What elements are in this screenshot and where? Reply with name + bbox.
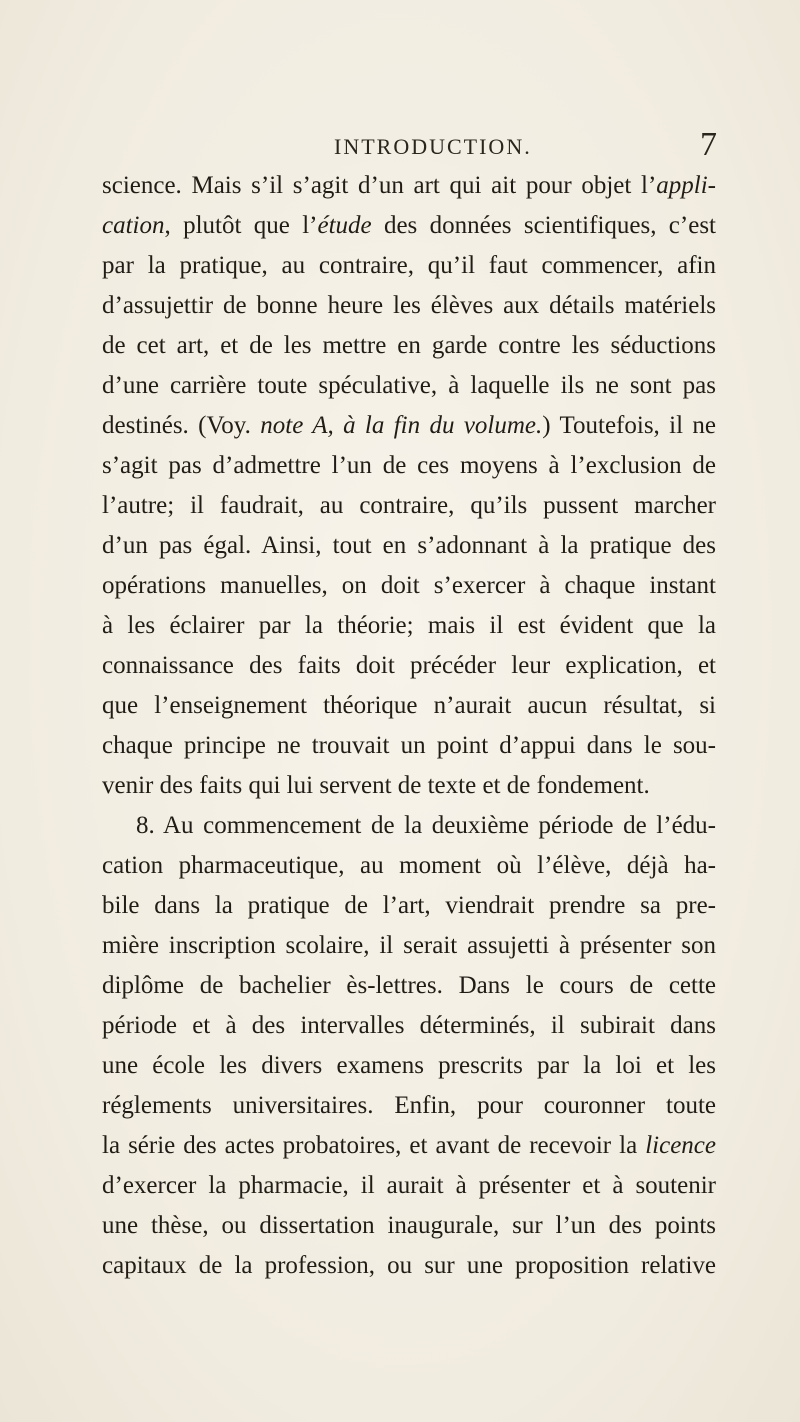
text-segment: d’une carrière toute spéculative, à laquelle ils ne sont pas [102, 372, 716, 399]
italic-text: licence [645, 1132, 716, 1159]
text-segment: capitaux de la profession, ou sur une proposition relative [102, 1252, 716, 1279]
text-segment: bile dans la pratique de l’art, viendrait prendre sa pre- [102, 892, 716, 919]
text-line [102, 366, 716, 406]
text-line [102, 966, 716, 1006]
italic-text: étude [317, 212, 372, 239]
text-line [102, 846, 716, 886]
text-segment: une école les divers examens prescrits par la loi et les [102, 1052, 716, 1079]
text-line [102, 446, 716, 486]
text-segment: s’agit pas d’admettre l’un de ces moyens à l’exclusion de [102, 452, 716, 479]
italic-text: cation [102, 212, 165, 239]
text-line [102, 726, 716, 766]
text-line [102, 286, 716, 326]
text-line [102, 1006, 716, 1046]
text-segment: ) Toutefois, il ne [542, 412, 716, 439]
text-segment: d’assujettir de bonne heure les élèves aux détails matériels [102, 292, 716, 319]
italic-text: note A, à la fin du volume. [260, 412, 543, 439]
italic-text: appli- [656, 172, 716, 199]
text-segment: science. Mais s’il s’agit d’un art qui ait pour objet l’ [102, 172, 657, 199]
text-segment: réglements universitaires. Enfin, pour couronner toute [102, 1092, 716, 1119]
text-segment: connaissance des faits doit précéder leur explication, et [102, 652, 716, 679]
text-segment: destinés. (Voy. [102, 412, 261, 439]
text-line [102, 886, 716, 926]
text-segment: à les éclairer par la théorie; mais il est évident que la [102, 612, 716, 639]
text-line [102, 1246, 716, 1286]
text-line [102, 246, 716, 286]
text-segment: , plutôt que l’ [164, 212, 318, 239]
text-line [102, 1206, 716, 1246]
text-segment: diplôme de bachelier ès-lettres. Dans le cours de cette [102, 972, 716, 999]
text-line [102, 606, 716, 646]
text-segment: la série des actes probatoires, et avant de recevoir la [102, 1132, 646, 1159]
text-line [102, 406, 716, 446]
text-line [102, 646, 716, 686]
text-segment: que l’enseignement théorique n’aurait aucun résultat, si [102, 692, 716, 719]
text-segment: l’autre; il faudrait, au contraire, qu’ils pussent marcher [102, 492, 716, 519]
page-number: 7 [700, 126, 717, 163]
text-line [102, 1166, 716, 1206]
text-line [102, 206, 716, 246]
text-segment: opérations manuelles, on doit s’exercer à chaque instant [102, 572, 716, 599]
text-segment: par la pratique, au contraire, qu’il faut commencer, afin [102, 252, 716, 279]
text-segment: de cet art, et de les mettre en garde contre les séductions [102, 332, 716, 359]
text-line [136, 806, 716, 846]
text-line [102, 486, 716, 526]
text-line [102, 926, 716, 966]
text-segment: cation pharmaceutique, au moment où l’élève, déjà ha- [102, 852, 716, 879]
text-line [102, 1126, 716, 1166]
text-segment: des données scientifiques, c’est [371, 212, 716, 239]
text-segment: d’un pas égal. Ainsi, tout en s’adonnant à la pratique des [102, 532, 716, 559]
text-segment: 8. Au commencement de la deuxième période de l’édu- [136, 812, 716, 839]
text-segment: venir des faits qui lui servent de texte et de fondement. [102, 772, 650, 799]
running-head: INTRODUCTION. [334, 134, 532, 159]
text-segment: mière inscription scolaire, il serait assujetti à présenter son [102, 932, 716, 959]
text-line [102, 1086, 716, 1126]
text-line [102, 686, 716, 726]
text-segment: d’exercer la pharmacie, il aurait à présenter et à soutenir [102, 1172, 716, 1199]
text-segment: chaque principe ne trouvait un point d’appui dans le sou- [102, 732, 716, 759]
text-segment: une thèse, ou dissertation inaugurale, sur l’un des points [102, 1212, 716, 1239]
text-line [102, 1046, 716, 1086]
text-line [102, 766, 716, 806]
text-line [102, 526, 716, 566]
text-line [102, 566, 716, 606]
text-line [102, 326, 716, 366]
text-segment: période et à des intervalles déterminés, il subirait dans [102, 1012, 716, 1039]
text-line [102, 166, 716, 206]
